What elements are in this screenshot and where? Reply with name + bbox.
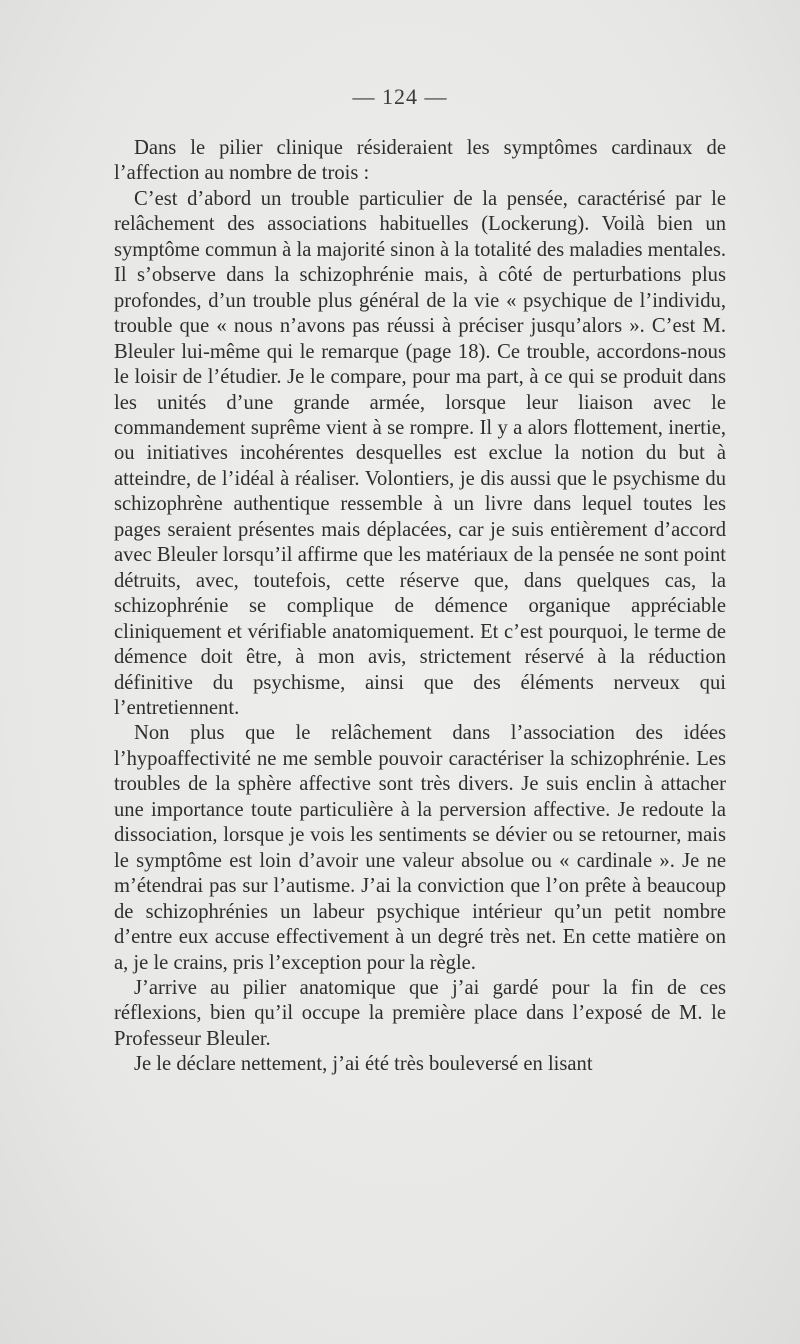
paragraph-3: Non plus que le relâchement dans l’association des idées l’hypoaffectivité ne me semble pouvoir caractériser la schizophrénie. Les troubles de la sphère affective sont très divers. Je suis enclin à attacher une importance toute particulière à la perversion affective. Je redoute la dissociation, lorsque je vois les sentiments se dévier ou se retourner, mais le symptôme est loin d’avoir une valeur absolue ou « cardinale ». Je ne m’étendrai pas sur l’autisme. J’ai la conviction que l’on prête à beaucoup de schizophrénies un labeur psychique intérieur qu’un petit nombre d’entre eux accuse effectivement à un degré très net. En cette matière on a, je le crains, pris l’exception pour la règle.	[114, 722, 726, 974]
paragraph-5: Je le déclare nettement, j’ai été très bouleversé en lisant	[134, 1053, 593, 1076]
paragraph-4: J’arrive au pilier anatomique que j’ai gardé pour la fin de ces réflexions, bien qu’il occupe la première place dans l’exposé de M. le Professeur Bleuler.	[114, 976, 726, 1050]
page-number: — 124 —	[352, 84, 448, 109]
body-text	[114, 136, 726, 1078]
paragraph-1: Dans le pilier clinique résideraient les symptômes cardinaux de l’affection au nombre de trois :	[114, 137, 726, 185]
paragraph-2: C’est d’abord un trouble particulier de la pensée, caractérisé par le relâchement des associations habituelles (Lockerung). Voilà bien un symptôme commun à la majorité sinon à la totalité des maladies mentales. Il s’observe dans la schizophrénie mais, à côté de perturbations plus profondes, d’un trouble plus général de la vie « psychique de l’individu, trouble que « nous n’avons pas réussi à préciser jusqu’alors ». C’est M. Bleuler lui-même qui le remarque (page 18). Ce trouble, accordons-nous le loisir de l’étudier. Je le compare, pour ma part, à ce qui se produit dans les unités d’une grande armée, lorsque leur liaison avec le commandement suprême vient à se rompre. Il y a alors flottement, inertie, ou initiatives incohérentes desquelles est exclue la notion du but à atteindre, de l’idéal à réaliser. Volontiers, je dis aussi que le psychisme du schizophrène authentique ressemble à un livre dans lequel toutes les pages seraient présentes mais déplacées, car je suis entièrement d’accord avec Bleuler lorsqu’il affirme que les matériaux de la pensée ne sont point détruits, avec, toutefois, cette réserve que, dans quelques cas, la schizophrénie se complique de démence organique appréciable cliniquement et vérifiable anatomiquement. Et c’est pourquoi, le terme de démence doit être, à mon avis, strictement réservé à la réduction définitive du psychisme, ainsi que des éléments nerveux qui l’entretiennent.	[114, 187, 726, 719]
